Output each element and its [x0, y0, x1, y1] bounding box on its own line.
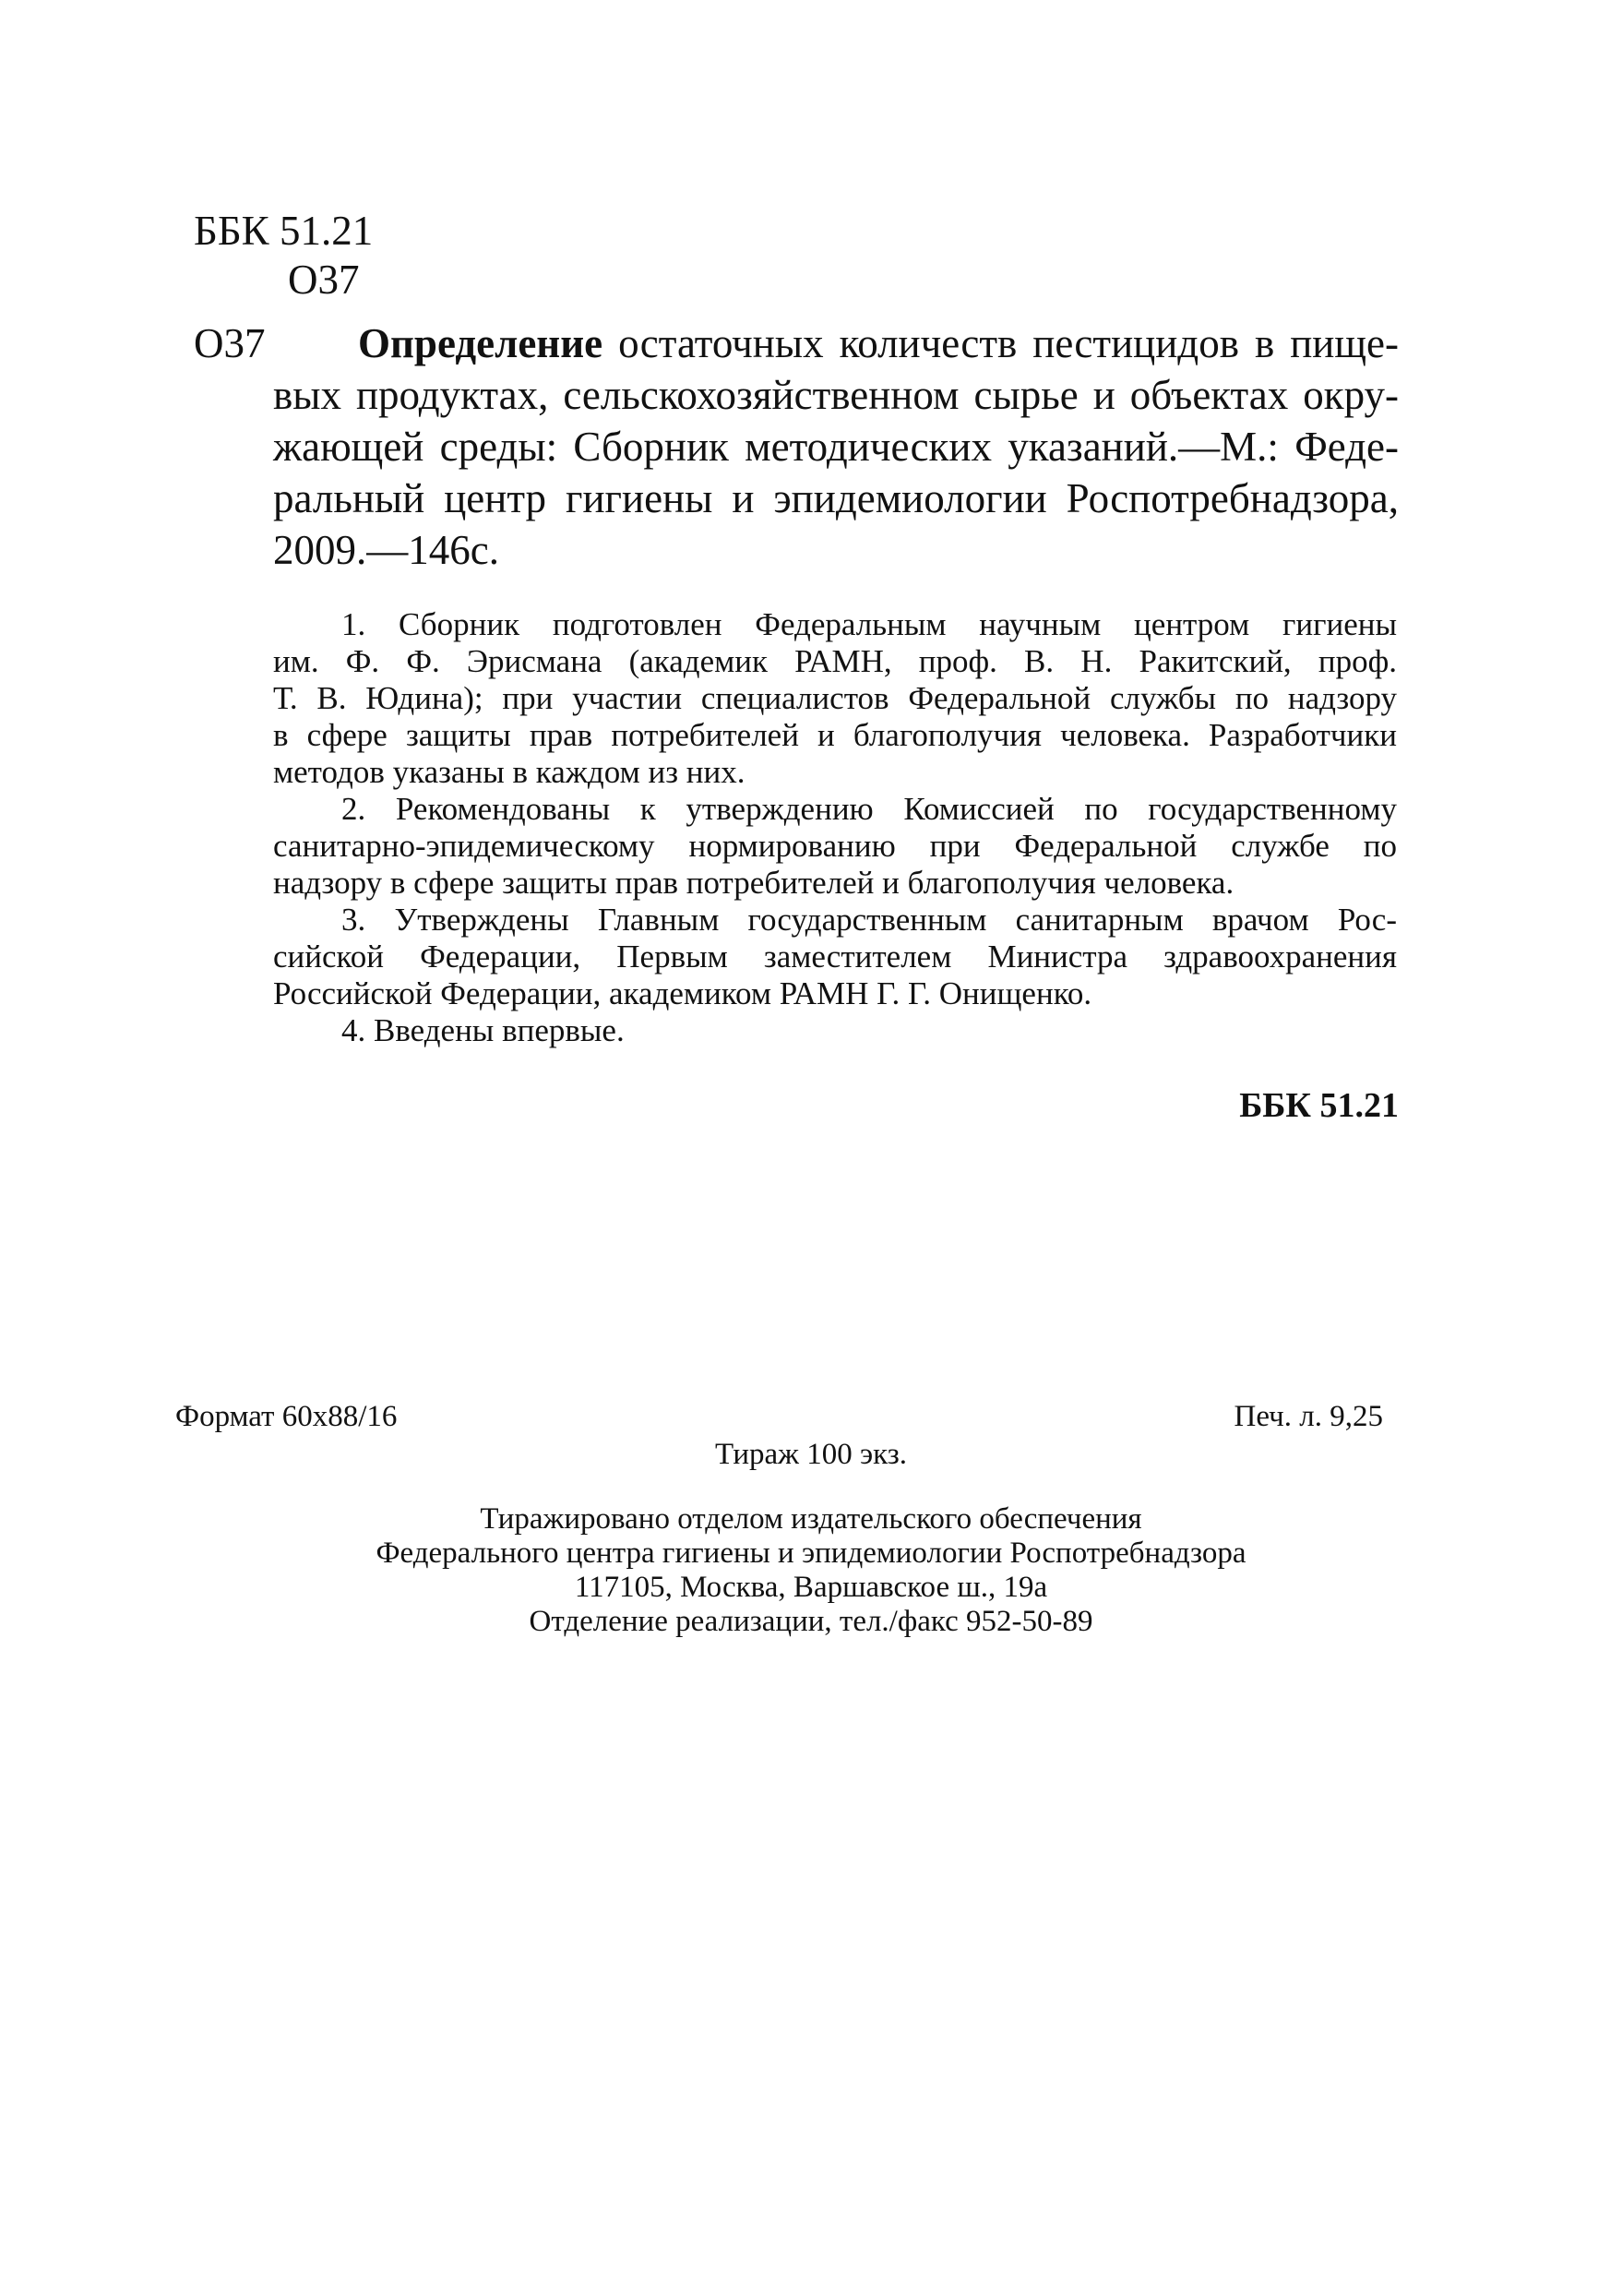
note-line: методов указаны в каждом из них.: [273, 754, 745, 790]
print-run-info: Тираж 100 экз.: [715, 1438, 907, 1471]
note-line: им. Ф. Ф. Эрисмана (академик РАМН, проф. В. Н. Ракитский, проф.: [273, 643, 1397, 679]
bbk-index: ББК 51.21: [194, 208, 374, 254]
entry-line-text: остаточных количеств пестицидов в пище-: [602, 320, 1399, 366]
entry-author-code: О37: [194, 320, 266, 366]
note-line: 3. Утверждены Главным государственным санитарным врачом Рос-: [341, 902, 1397, 938]
printed-sheets-info: Печ. л. 9,25: [1234, 1400, 1383, 1433]
imprint-line: Федерального центра гигиены и эпидемиологии Роспотребнадзора: [376, 1537, 1246, 1570]
note-3: [273, 902, 1397, 1012]
imprint-line: 117105, Москва, Варшавское ш., 19а: [574, 1571, 1048, 1604]
note-line: 1. Сборник подготовлен Федеральным научным центром гигиены: [341, 606, 1397, 642]
entry-line: [273, 317, 1399, 369]
entry-title-bold: Определение: [358, 320, 603, 366]
note-line: надзору в сфере защиты прав потребителей и благополучия человека.: [273, 865, 1234, 901]
notes-section: [273, 606, 1397, 1049]
note-line: 2. Рекомендованы к утверждению Комиссией по государственному: [341, 791, 1397, 827]
format-info: Формат 60х88/16: [175, 1400, 398, 1433]
bbk-index-bottom: ББК 51.21: [1239, 1086, 1399, 1125]
note-1: [273, 606, 1397, 791]
imprint-line: Тиражировано отделом издательского обеспечения: [480, 1502, 1142, 1536]
entry-line: вых продуктах, сельскохозяйственном сырье и объектах окру-: [273, 372, 1399, 418]
note-line: в сфере защиты прав потребителей и благополучия человека. Разработчики: [273, 717, 1397, 753]
note-line: 4. Введены впервые.: [341, 1012, 625, 1048]
note-2: [273, 791, 1397, 902]
note-line: санитарно-эпидемическому нормированию при Федеральной службе по: [273, 828, 1397, 864]
entry-line: ральный центр гигиены и эпидемиологии Роспотребнадзора,: [273, 475, 1399, 521]
bibliographic-entry: [273, 317, 1399, 576]
note-4: [273, 1012, 1397, 1049]
imprint-block: [0, 1502, 1622, 1639]
imprint-line: Отделение реализации, тел./факс 952-50-89: [529, 1605, 1093, 1638]
note-line: Т. В. Юдина); при участии специалистов Федеральной службы по надзору: [273, 680, 1397, 716]
note-line: сийской Федерации, Первым заместителем Министра здравоохранения: [273, 939, 1397, 975]
note-line: Российской Федерации, академиком РАМН Г. Г. Онищенко.: [273, 975, 1092, 1011]
entry-line: 2009.—146с.: [273, 527, 499, 573]
entry-line: жающей среды: Сборник методических указаний.—М.: Феде-: [273, 424, 1399, 470]
author-code: О37: [288, 257, 360, 303]
